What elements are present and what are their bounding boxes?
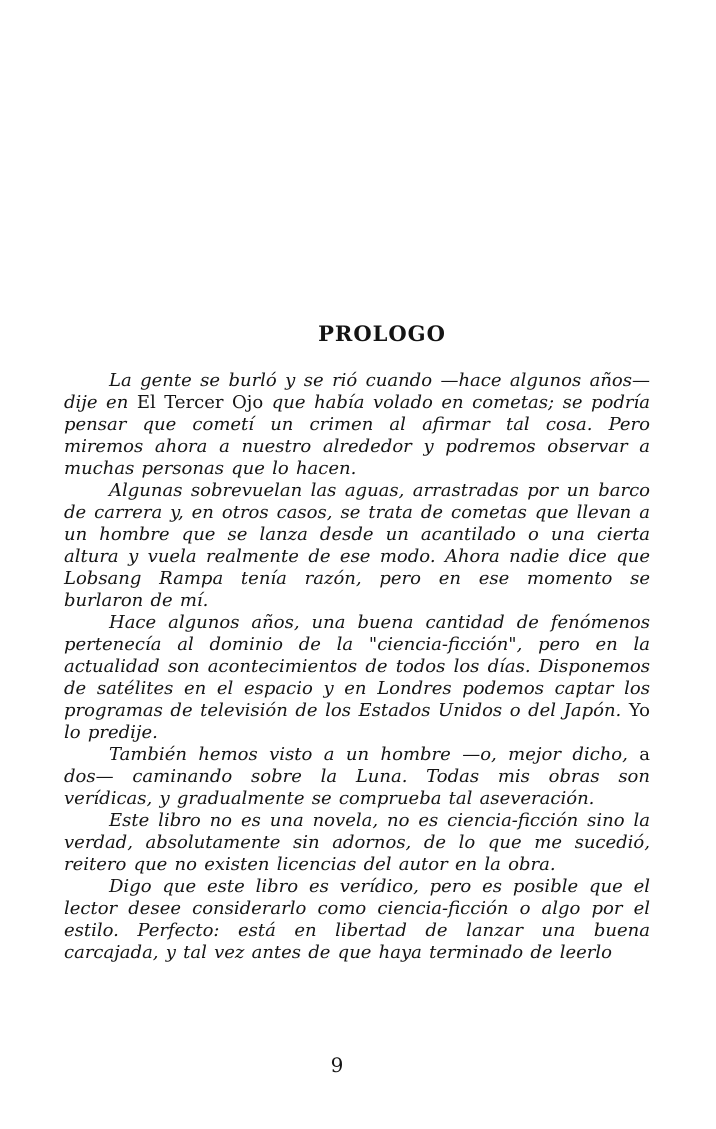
text-segment: Yo [628, 700, 650, 721]
text-segment: Algunas sobrevuelan las aguas, arrastradas por un barco de carrera y, en otros casos, se trata de cometas que llevan a un hombre que se lanza desde un acantilado o una cierta altura y vuela realmente de ese modo. Ahora nadie dice que Lobsang Rampa tenía razón, pero en ese momento se burlaron de mí. [64, 480, 650, 611]
paragraph [64, 744, 650, 810]
prologue-text [64, 370, 650, 964]
paragraph [64, 370, 650, 480]
text-segment: Digo que este libro es verídico, pero es posible que el lector desee considerarlo como ciencia-ficción o algo por el estilo. Perfecto: está en libertad de lanzar una buena carcajada, y tal vez antes de que haya terminado de leerlo [64, 876, 650, 963]
paragraph [64, 876, 650, 964]
text-segment: Este libro no es una novela, no es ciencia-ficción sino la verdad, absolutamente sin adornos, de lo que me sucedió, reitero que no existen licencias del autor en la obra. [64, 810, 650, 875]
text-segment: Hace algunos años, una buena cantidad de fenómenos pertenecía al dominio de la "ciencia-ficción", pero en la actualidad son acontecimientos de todos los días. Disponemos de satélites en el espacio y en Londres podemos captar los programas de televisión de los Estados Unidos o del Japón. [64, 612, 650, 721]
text-segment: lo predije. [64, 722, 158, 743]
text-segment: También hemos visto a un hombre —o, mejor dicho, [109, 744, 640, 765]
paragraph [64, 810, 650, 876]
paragraph [64, 612, 650, 744]
text-segment: El Tercer Ojo [136, 392, 264, 413]
page-number: 9 [330, 1053, 344, 1077]
text-segment: a [639, 744, 650, 765]
text-segment: La gente se burló y se rió cuando —hace algunos años— dije en [64, 370, 650, 413]
paragraph [64, 480, 650, 612]
text-segment: que había volado en cometas; se podría pensar que cometí un crimen al afirmar tal cosa. Pero miremos ahora a nuestro alrededor y podremos observar a muchas personas que lo hacen. [64, 392, 651, 479]
text-segment: dos— caminando sobre la Luna. Todas mis obras son verídicas, y gradualmente se comprueba tal aseveración. [64, 766, 650, 809]
chapter-title: PROLOGO [318, 321, 446, 346]
